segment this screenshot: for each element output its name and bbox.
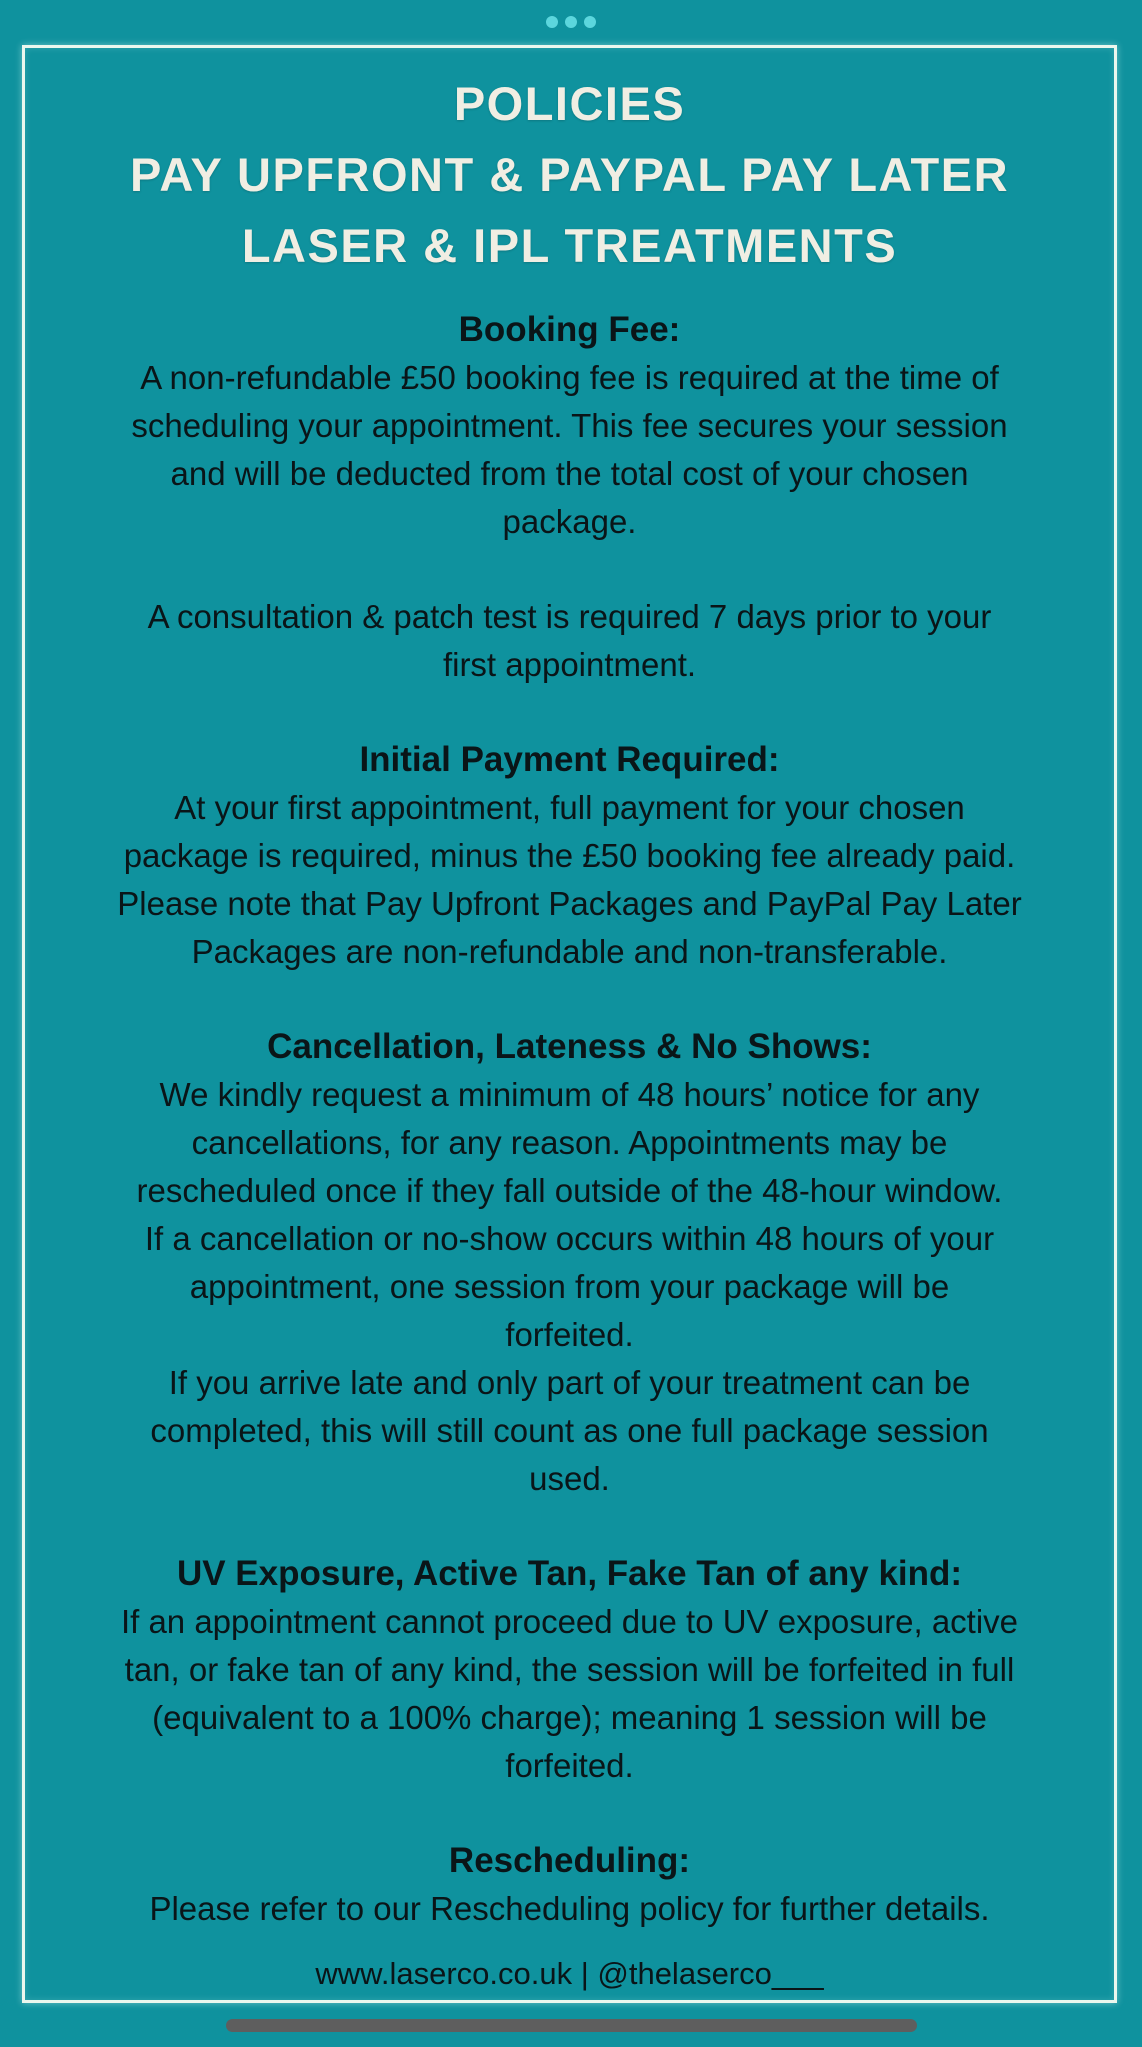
policy-text-line: We kindly request a minimum of 48 hours’ notice for any — [159, 1076, 980, 1113]
policy-text-line: and will be deducted from the total cost of your chosen — [170, 455, 969, 492]
policy-text-line: Please note that Pay Upfront Packages and PayPal Pay Later — [117, 885, 1022, 922]
policy-section — [53, 306, 1086, 546]
policy-text-line: used. — [529, 1460, 610, 1497]
policy-text-line: first appointment. — [442, 646, 697, 683]
section-heading: Rescheduling: — [448, 1841, 691, 1880]
title-line-pay-upfront: PAY UPFRONT & PAYPAL PAY LATER — [129, 148, 1010, 201]
policy-text-line: rescheduled once if they fall outside of the 48-hour window. — [136, 1172, 1003, 1209]
policy-section — [53, 736, 1086, 976]
policy-text-line: If an appointment cannot proceed due to UV exposure, active — [120, 1603, 1019, 1640]
policy-text-line: package. — [502, 503, 637, 540]
policy-text-line: A non-refundable £50 booking fee is required at the time of — [140, 359, 999, 396]
policy-text-line: package is required, minus the £50 booking fee already paid. — [123, 837, 1016, 874]
policy-text-line: A consultation & patch test is required 7 days prior to your — [147, 598, 992, 635]
policy-text-line: forfeited. — [505, 1747, 634, 1784]
policy-text-line: Packages are non-refundable and non-transferable. — [191, 933, 948, 970]
title-line-laser-ipl: LASER & IPL TREATMENTS — [241, 219, 898, 272]
policy-text-line: completed, this will still count as one full package session — [150, 1412, 989, 1449]
section-heading: Booking Fee: — [458, 310, 681, 349]
dot-icon — [546, 16, 558, 28]
policy-text-line: (equivalent to a 100% charge); meaning 1 session will be — [152, 1699, 987, 1736]
dot-icon — [565, 16, 577, 28]
title-line-policies: POLICIES — [453, 77, 686, 130]
footer-contact: www.laserco.co.uk | @thelaserco___ — [315, 1956, 824, 1991]
policy-text-line: appointment, one session from your package will be — [189, 1268, 950, 1305]
policy-text-line: Please refer to our Rescheduling policy for further details. — [149, 1890, 990, 1927]
policy-text-line: scheduling your appointment. This fee secures your session — [131, 407, 1008, 444]
dot-icon — [584, 16, 596, 28]
policy-section — [53, 1837, 1086, 1933]
home-indicator[interactable] — [226, 2019, 917, 2032]
section-heading: Cancellation, Lateness & No Shows: — [267, 1027, 872, 1066]
policy-text-line: tan, or fake tan of any kind, the session will be forfeited in full — [124, 1651, 1015, 1688]
ellipsis-dots-icon — [0, 16, 1142, 28]
page-title — [37, 68, 1102, 281]
policy-section — [53, 1023, 1086, 1503]
section-heading: Initial Payment Required: — [359, 740, 780, 779]
policy-text-line: If you arrive late and only part of your treatment can be — [168, 1364, 971, 1401]
policy-text-line: At your first appointment, full payment for your chosen — [174, 789, 965, 826]
policy-text-line: If a cancellation or no-show occurs within 48 hours of your — [144, 1220, 995, 1257]
policy-section — [53, 1550, 1086, 1790]
policy-text-line: cancellations, for any reason. Appointments may be — [191, 1124, 948, 1161]
section-heading: UV Exposure, Active Tan, Fake Tan of any kind: — [176, 1554, 963, 1593]
policy-sections — [25, 306, 1114, 1933]
content-frame — [22, 45, 1117, 2003]
policy-section — [53, 593, 1086, 689]
policy-text-line: forfeited. — [505, 1316, 634, 1353]
